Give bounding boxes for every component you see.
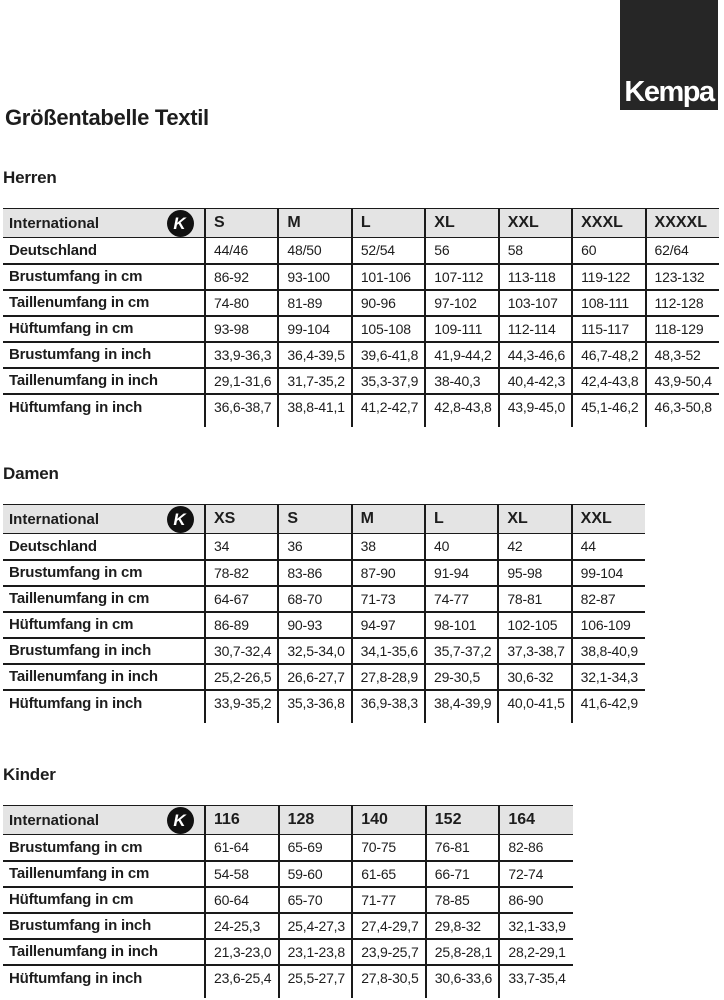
international-header-cell	[3, 505, 205, 534]
row-label: Taillenumfang in inch	[3, 368, 205, 394]
value-cell: 46,3-50,8	[646, 394, 719, 427]
table-row	[3, 887, 573, 913]
value-cell: 106-109	[572, 612, 645, 638]
table-row	[3, 690, 645, 723]
international-label-wrap	[3, 210, 204, 237]
row-label: Taillenumfang in cm	[3, 861, 205, 887]
value-cell: 30,6-33,6	[426, 965, 500, 998]
table-row	[3, 664, 645, 690]
table-row	[3, 264, 719, 290]
size-column-header: XXXXL	[646, 209, 719, 238]
value-cell: 78-85	[426, 887, 500, 913]
value-cell: 40,4-42,3	[499, 368, 572, 394]
value-cell: 34	[205, 534, 278, 560]
value-cell: 36	[278, 534, 351, 560]
table-row	[3, 394, 719, 427]
value-cell: 36,4-39,5	[278, 342, 351, 368]
size-column-header: XXL	[572, 505, 645, 534]
value-cell: 109-111	[425, 316, 498, 342]
size-column-header: M	[278, 209, 351, 238]
size-column-header: XXXL	[572, 209, 645, 238]
size-column-header: 128	[279, 806, 353, 835]
value-cell: 23,1-23,8	[279, 939, 353, 965]
value-cell: 38,8-40,9	[572, 638, 645, 664]
value-cell: 78-81	[498, 586, 571, 612]
value-cell: 25,2-26,5	[205, 664, 278, 690]
kempa-logo	[620, 0, 718, 110]
value-cell: 21,3-23,0	[205, 939, 279, 965]
kinder-size-table	[3, 805, 573, 998]
table-row	[3, 835, 573, 861]
table-row	[3, 586, 645, 612]
value-cell: 32,5-34,0	[278, 638, 351, 664]
value-cell: 60	[572, 238, 645, 264]
size-table-header-row	[3, 209, 719, 238]
value-cell: 28,2-29,1	[499, 939, 573, 965]
value-cell: 30,6-32	[498, 664, 571, 690]
table-row	[3, 638, 645, 664]
value-cell: 48/50	[278, 238, 351, 264]
value-cell: 65-70	[279, 887, 353, 913]
value-cell: 32,1-33,9	[499, 913, 573, 939]
value-cell: 95-98	[498, 560, 571, 586]
size-column-header: S	[205, 209, 278, 238]
value-cell: 82-87	[572, 586, 645, 612]
value-cell: 93-100	[278, 264, 351, 290]
value-cell: 44/46	[205, 238, 278, 264]
value-cell: 41,2-42,7	[352, 394, 425, 427]
value-cell: 25,5-27,7	[279, 965, 353, 998]
value-cell: 94-97	[352, 612, 425, 638]
value-cell: 27,4-29,7	[352, 913, 426, 939]
row-label: Taillenumfang in inch	[3, 939, 205, 965]
row-label: Brustumfang in inch	[3, 638, 205, 664]
page-title: Größentabelle Textil	[5, 105, 209, 130]
k-letter: K	[173, 213, 186, 233]
table-row	[3, 342, 719, 368]
row-label: Hüftumfang in inch	[9, 398, 143, 416]
row-label: Hüftumfang in inch	[9, 969, 143, 987]
value-cell: 38-40,3	[425, 368, 498, 394]
section-heading-kinder: Kinder	[3, 765, 56, 784]
size-column-header: XL	[498, 505, 571, 534]
value-cell: 74-77	[425, 586, 498, 612]
value-cell: 24-25,3	[205, 913, 279, 939]
value-cell: 82-86	[499, 835, 573, 861]
value-cell: 71-73	[352, 586, 425, 612]
value-cell: 68-70	[278, 586, 351, 612]
value-cell: 27,8-28,9	[352, 664, 425, 690]
value-cell: 39,6-41,8	[352, 342, 425, 368]
value-cell: 34,1-35,6	[352, 638, 425, 664]
row-label: Hüftumfang in cm	[3, 612, 205, 638]
size-column-header: 116	[205, 806, 279, 835]
section-heading-herren: Herren	[3, 168, 57, 187]
value-cell: 87-90	[352, 560, 425, 586]
value-cell: 103-107	[499, 290, 572, 316]
value-cell: 42	[498, 534, 571, 560]
value-cell: 35,7-37,2	[425, 638, 498, 664]
herren-size-table	[3, 208, 719, 427]
row-label: Brustumfang in inch	[3, 342, 205, 368]
table-row	[3, 238, 719, 264]
value-cell: 46,7-48,2	[572, 342, 645, 368]
value-cell: 35,3-37,9	[352, 368, 425, 394]
value-cell: 72-74	[499, 861, 573, 887]
value-cell: 97-102	[425, 290, 498, 316]
value-cell: 108-111	[572, 290, 645, 316]
value-cell: 105-108	[352, 316, 425, 342]
value-cell: 123-132	[646, 264, 719, 290]
table-row	[3, 290, 719, 316]
row-label: Hüftumfang in cm	[3, 316, 205, 342]
row-label: Deutschland	[3, 238, 205, 264]
size-column-header: XS	[205, 505, 278, 534]
k-letter: K	[173, 810, 186, 830]
value-cell: 112-128	[646, 290, 719, 316]
row-label: Hüftumfang in inch	[9, 694, 143, 712]
kempa-k-icon	[167, 506, 194, 533]
value-cell: 48,3-52	[646, 342, 719, 368]
value-cell: 52/54	[352, 238, 425, 264]
value-cell: 31,7-35,2	[278, 368, 351, 394]
value-cell: 93-98	[205, 316, 278, 342]
size-column-header: 164	[499, 806, 573, 835]
size-column-header: L	[352, 209, 425, 238]
kempa-logo-text: Kempa	[624, 76, 714, 108]
value-cell: 41,9-44,2	[425, 342, 498, 368]
size-column-header: L	[425, 505, 498, 534]
size-column-header: 140	[352, 806, 426, 835]
kempa-k-icon	[167, 807, 194, 834]
k-letter: K	[173, 509, 186, 529]
table-row	[3, 534, 645, 560]
row-label: Brustumfang in cm	[3, 264, 205, 290]
value-cell: 71-77	[352, 887, 426, 913]
value-cell: 65-69	[279, 835, 353, 861]
value-cell: 38,4-39,9	[425, 690, 498, 723]
value-cell: 90-93	[278, 612, 351, 638]
value-cell: 107-112	[425, 264, 498, 290]
value-cell: 40,0-41,5	[498, 690, 571, 723]
value-cell: 40	[425, 534, 498, 560]
value-cell: 33,9-36,3	[205, 342, 278, 368]
value-cell: 30,7-32,4	[205, 638, 278, 664]
row-label: Taillenumfang in cm	[3, 290, 205, 316]
value-cell: 78-82	[205, 560, 278, 586]
table-row	[3, 368, 719, 394]
row-label: Hüftumfang in cm	[3, 887, 205, 913]
size-column-header: XL	[425, 209, 498, 238]
value-cell: 66-71	[426, 861, 500, 887]
value-cell: 37,3-38,7	[498, 638, 571, 664]
value-cell: 113-118	[499, 264, 572, 290]
table-row	[3, 965, 573, 998]
section-damen	[3, 464, 645, 723]
value-cell: 60-64	[205, 887, 279, 913]
value-cell: 74-80	[205, 290, 278, 316]
value-cell: 86-89	[205, 612, 278, 638]
size-column-header: S	[278, 505, 351, 534]
size-table-header-row	[3, 806, 573, 835]
section-herren	[3, 168, 719, 427]
value-cell: 86-90	[499, 887, 573, 913]
value-cell: 26,6-27,7	[278, 664, 351, 690]
size-column-header: XXL	[499, 209, 572, 238]
value-cell: 45,1-46,2	[572, 394, 645, 427]
international-label: International	[9, 510, 100, 528]
value-cell: 99-104	[278, 316, 351, 342]
value-cell: 64-67	[205, 586, 278, 612]
row-label: Taillenumfang in inch	[3, 664, 205, 690]
value-cell: 70-75	[352, 835, 426, 861]
value-cell: 101-106	[352, 264, 425, 290]
row-label: Deutschland	[3, 534, 205, 560]
value-cell: 38,8-41,1	[278, 394, 351, 427]
value-cell: 61-65	[352, 861, 426, 887]
value-cell: 102-105	[498, 612, 571, 638]
row-label: Brustumfang in inch	[3, 913, 205, 939]
row-label: Brustumfang in cm	[3, 835, 205, 861]
value-cell: 56	[425, 238, 498, 264]
value-cell: 44	[572, 534, 645, 560]
value-cell: 38	[352, 534, 425, 560]
table-row	[3, 913, 573, 939]
value-cell: 119-122	[572, 264, 645, 290]
value-cell: 43,9-50,4	[646, 368, 719, 394]
value-cell: 86-92	[205, 264, 278, 290]
value-cell: 76-81	[426, 835, 500, 861]
value-cell: 115-117	[572, 316, 645, 342]
value-cell: 54-58	[205, 861, 279, 887]
value-cell: 32,1-34,3	[572, 664, 645, 690]
value-cell: 23,9-25,7	[352, 939, 426, 965]
value-cell: 42,4-43,8	[572, 368, 645, 394]
damen-size-table	[3, 504, 645, 723]
value-cell: 29,1-31,6	[205, 368, 278, 394]
table-row	[3, 612, 645, 638]
kempa-k-icon	[167, 210, 194, 237]
value-cell: 36,6-38,7	[205, 394, 278, 427]
size-column-header: M	[352, 505, 425, 534]
value-cell: 99-104	[572, 560, 645, 586]
international-label-wrap	[3, 807, 204, 834]
section-kinder	[3, 765, 573, 998]
value-cell: 42,8-43,8	[425, 394, 498, 427]
value-cell: 83-86	[278, 560, 351, 586]
value-cell: 91-94	[425, 560, 498, 586]
row-label: Brustumfang in cm	[3, 560, 205, 586]
value-cell: 112-114	[499, 316, 572, 342]
value-cell: 58	[499, 238, 572, 264]
international-header-cell	[3, 209, 205, 238]
value-cell: 61-64	[205, 835, 279, 861]
international-label-wrap	[3, 506, 204, 533]
table-row	[3, 560, 645, 586]
value-cell: 59-60	[279, 861, 353, 887]
table-row	[3, 861, 573, 887]
value-cell: 27,8-30,5	[352, 965, 426, 998]
value-cell: 43,9-45,0	[499, 394, 572, 427]
value-cell: 29-30,5	[425, 664, 498, 690]
size-column-header: 152	[426, 806, 500, 835]
international-header-cell	[3, 806, 205, 835]
value-cell: 98-101	[425, 612, 498, 638]
value-cell: 90-96	[352, 290, 425, 316]
value-cell: 36,9-38,3	[352, 690, 425, 723]
table-row	[3, 316, 719, 342]
value-cell: 23,6-25,4	[205, 965, 279, 998]
table-row	[3, 939, 573, 965]
international-label: International	[9, 811, 100, 829]
value-cell: 44,3-46,6	[499, 342, 572, 368]
value-cell: 41,6-42,9	[572, 690, 645, 723]
value-cell: 35,3-36,8	[278, 690, 351, 723]
value-cell: 25,8-28,1	[426, 939, 500, 965]
section-heading-damen: Damen	[3, 464, 59, 483]
value-cell: 33,7-35,4	[499, 965, 573, 998]
value-cell: 81-89	[278, 290, 351, 316]
value-cell: 62/64	[646, 238, 719, 264]
value-cell: 33,9-35,2	[205, 690, 278, 723]
row-label: Taillenumfang in cm	[3, 586, 205, 612]
value-cell: 25,4-27,3	[279, 913, 353, 939]
size-table-header-row	[3, 505, 645, 534]
international-label: International	[9, 214, 100, 232]
value-cell: 118-129	[646, 316, 719, 342]
value-cell: 29,8-32	[426, 913, 500, 939]
